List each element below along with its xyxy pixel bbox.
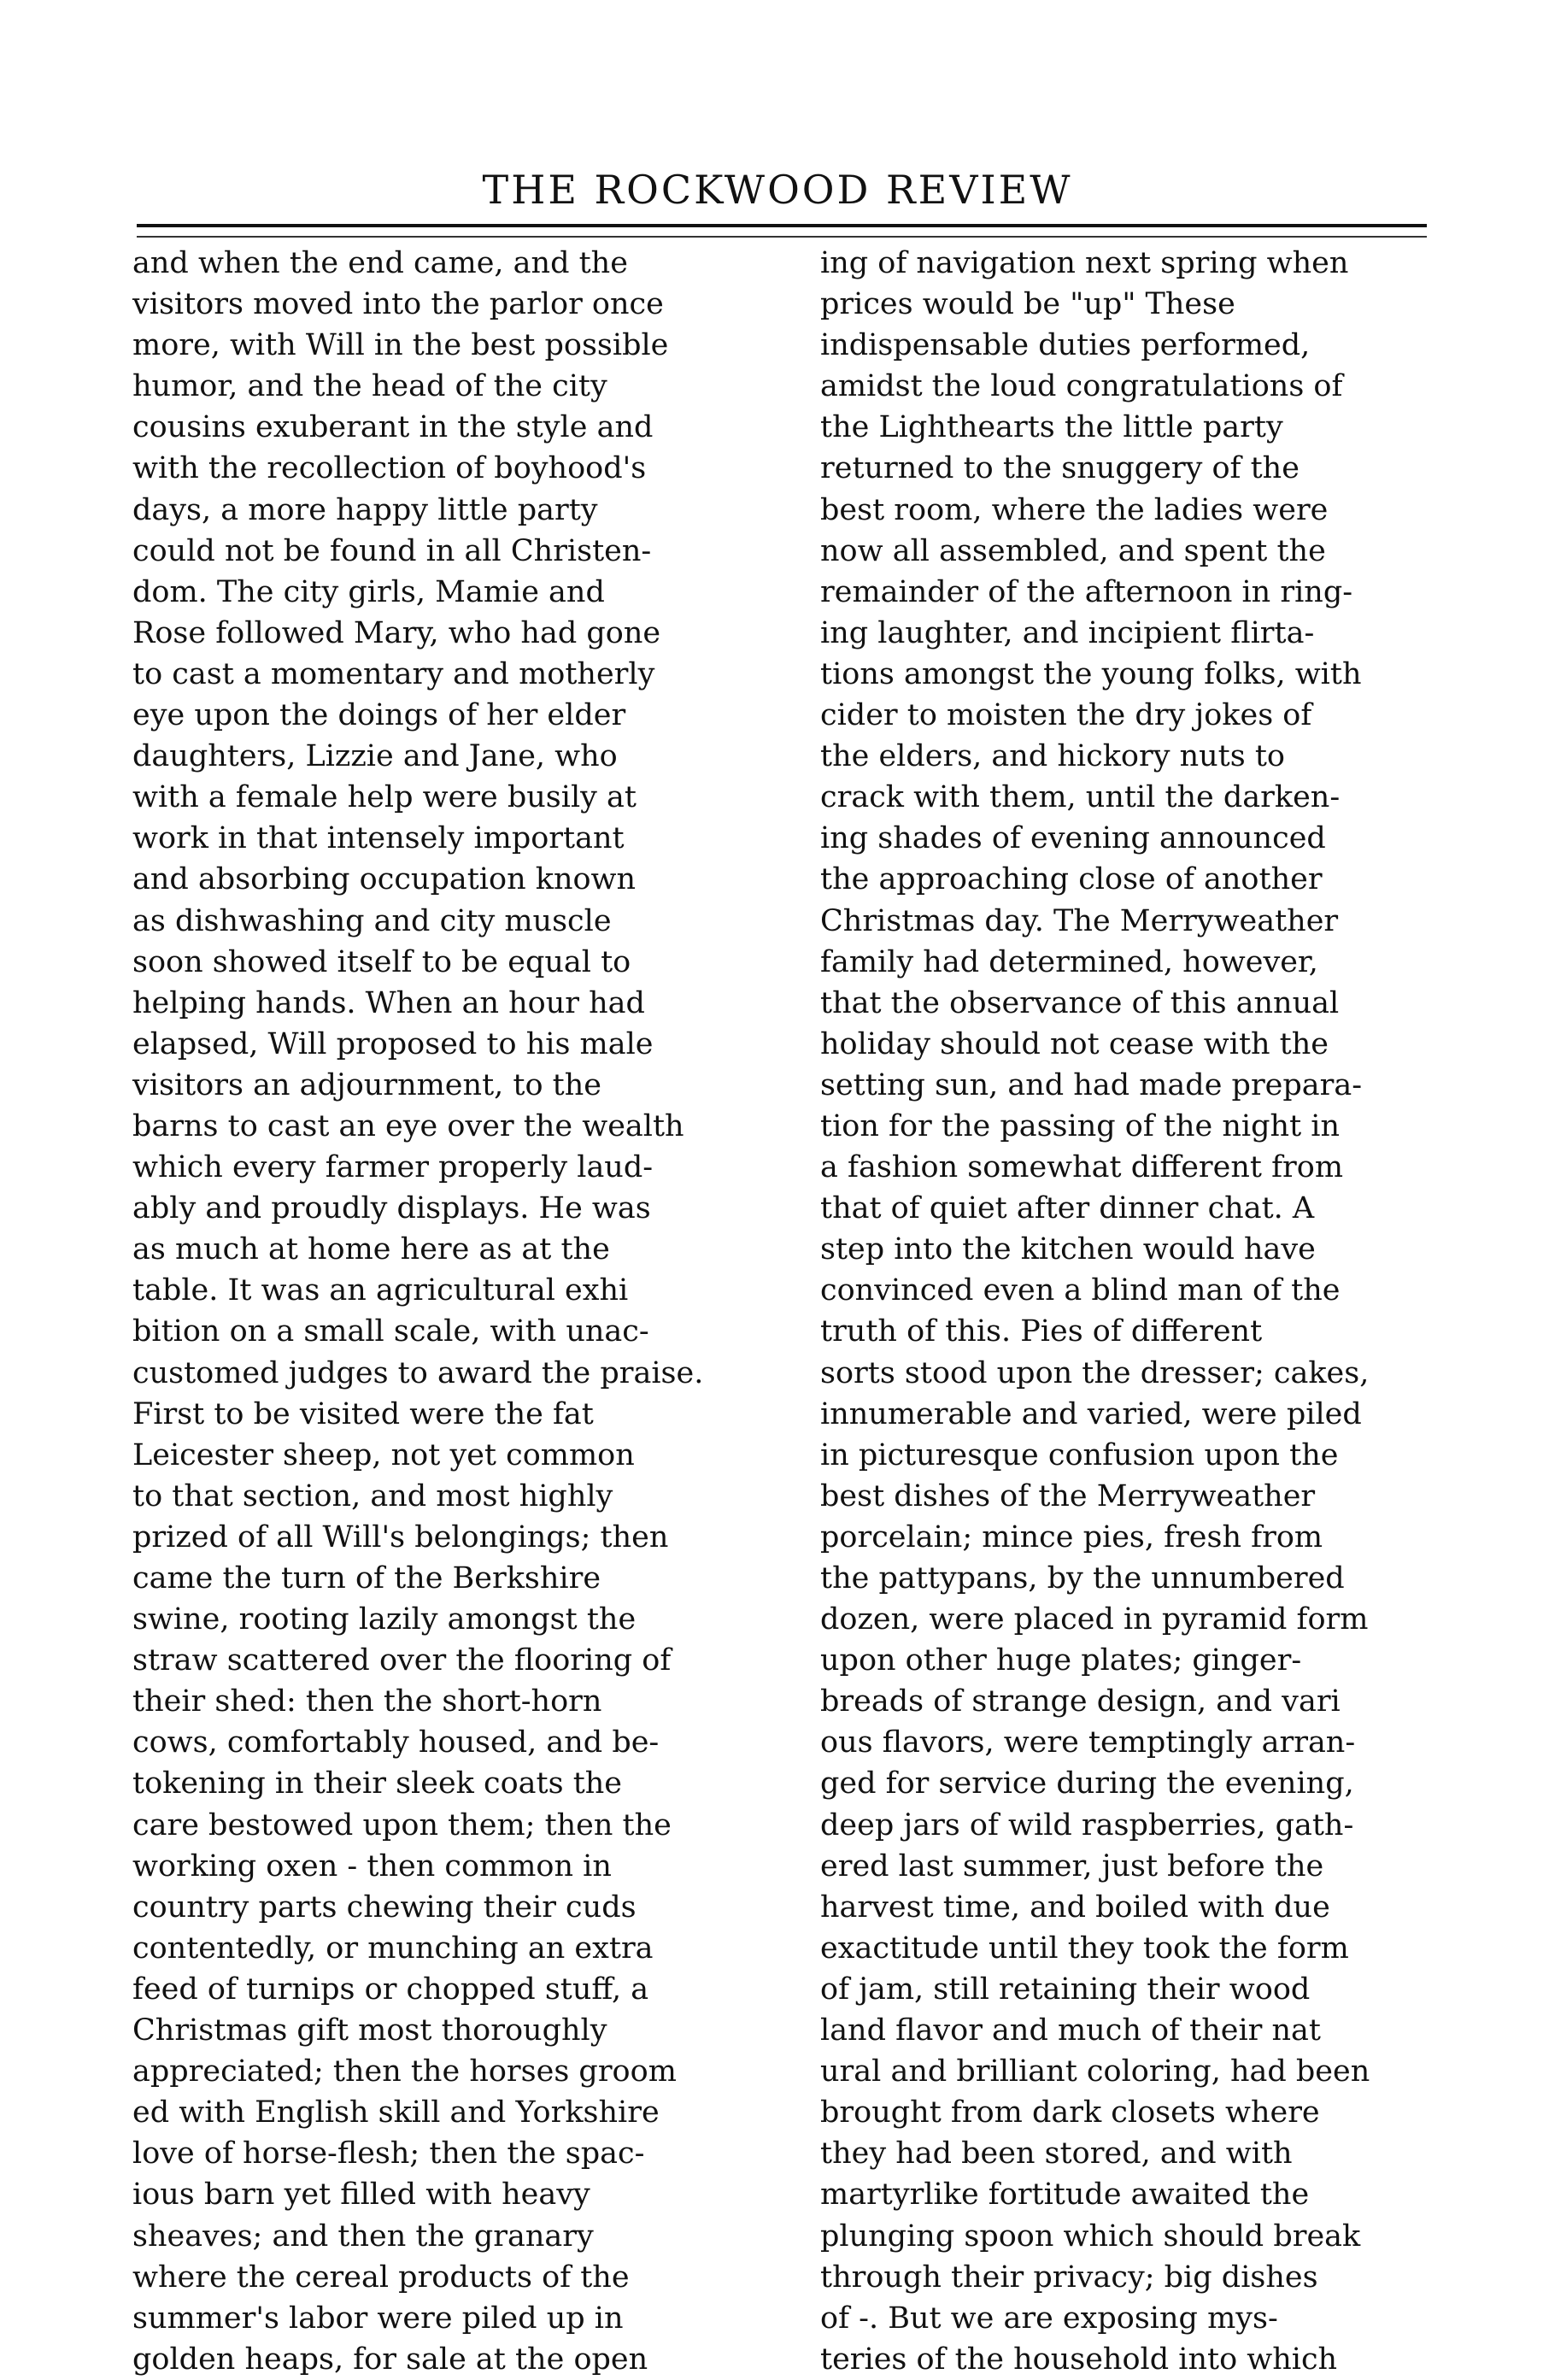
right-column-line: ged for service during the evening,: [820, 1766, 1354, 1801]
left-column-line: love of horse-flesh; then the spac-: [132, 2136, 645, 2171]
right-column-line: holiday should not cease with the: [820, 1026, 1329, 1061]
left-column-line: Leicester sheep, not yet common: [132, 1437, 635, 1472]
right-column-line: harvest time, and boiled with due: [820, 1889, 1330, 1925]
left-column-line: dom. The city girls, Mamie and: [132, 574, 605, 609]
left-column-line: visitors an adjournment, to the: [132, 1067, 601, 1102]
left-column-line: with a female help were busily at: [132, 780, 637, 815]
left-column-line: straw scattered over the flooring of: [132, 1643, 672, 1678]
left-column-line: more, with Will in the best possible: [132, 328, 669, 363]
left-column-line: their shed: then the short-horn: [132, 1684, 602, 1719]
right-column-line: the pattypans, by the unnumbered: [820, 1561, 1345, 1595]
left-column-line: elapsed, Will proposed to his male: [132, 1026, 654, 1061]
left-column-line: customed judges to award the praise.: [132, 1355, 704, 1390]
masthead-title: THE ROCKWOOD REVIEW: [482, 167, 1073, 213]
right-column-line: porcelain; mince pies, fresh from: [820, 1519, 1323, 1554]
right-column-line: family had determined, however,: [820, 944, 1318, 979]
right-column-line: teries of the household into which: [820, 2342, 1338, 2377]
left-column-line: bition on a small scale, with unac-: [132, 1314, 649, 1349]
right-column-line: plunging spoon which should break: [820, 2218, 1361, 2254]
right-column-line: dozen, were placed in pyramid form: [820, 1602, 1369, 1637]
left-column-line: ious barn yet filled with heavy: [132, 2177, 590, 2213]
left-column-line: swine, rooting lazily amongst the: [132, 1602, 637, 1637]
left-column-line: cousins exuberant in the style and: [132, 410, 654, 445]
right-column-line: best dishes of the Merryweather: [820, 1478, 1316, 1513]
right-column-line: ural and brilliant coloring, had been: [820, 2054, 1370, 2089]
left-column-line: summer's labor were piled up in: [132, 2301, 624, 2336]
right-column-line: convinced even a blind man of the: [820, 1273, 1341, 1308]
left-column-line: humor, and the head of the city: [132, 369, 607, 404]
right-column-line: they had been stored, and with: [820, 2136, 1293, 2171]
right-column-line: tions amongst the young folks, with: [820, 656, 1362, 691]
right-column-line: cider to moisten the dry jokes of: [820, 698, 1312, 733]
right-column-line: step into the kitchen would have: [820, 1232, 1316, 1267]
right-column-line: in picturesque confusion upon the: [820, 1437, 1339, 1472]
left-column-line: work in that intensely important: [132, 821, 625, 856]
right-column-line: best room, where the ladies were: [820, 492, 1329, 527]
right-column-line: ing laughter, and incipient flirta-: [820, 615, 1315, 650]
left-column-line: First to be visited were the fat: [132, 1396, 594, 1431]
right-column-line: the elders, and hickory nuts to: [820, 739, 1285, 774]
left-column-line: daughters, Lizzie and Jane, who: [132, 739, 618, 774]
left-column-line: eye upon the doings of her elder: [132, 698, 626, 733]
left-column-line: barns to cast an eye over the wealth: [132, 1108, 684, 1143]
left-column-line: ably and proudly displays. He was: [132, 1191, 651, 1226]
right-column-line: ered last summer, just before the: [820, 1848, 1324, 1883]
left-column-line: Christmas gift most thoroughly: [132, 2013, 607, 2048]
left-column-line: to cast a momentary and motherly: [132, 656, 655, 691]
right-column-line: martyrlike fortitude awaited the: [820, 2177, 1310, 2213]
left-column-line: days, a more happy little party: [132, 492, 598, 527]
right-column-line: the Lighthearts the little party: [820, 410, 1283, 445]
right-column-line: ing shades of evening announced: [820, 821, 1326, 856]
right-column-line: of jam, still retaining their wood: [820, 1972, 1311, 2007]
right-column-line: the approaching close of another: [820, 862, 1323, 897]
right-column-line: truth of this. Pies of different: [820, 1314, 1263, 1349]
left-column-line: soon showed itself to be equal to: [132, 944, 631, 979]
right-column-line: that the observance of this annual: [820, 985, 1340, 1020]
left-column-line: Rose followed Mary, who had gone: [132, 615, 661, 650]
right-column-line: Christmas day. The Merryweather: [820, 903, 1339, 938]
right-column-line: tion for the passing of the night in: [820, 1108, 1340, 1143]
right-column-line: land flavor and much of their nat: [820, 2013, 1321, 2048]
right-column-line: ous flavors, were temptingly arran-: [820, 1725, 1356, 1760]
left-column-line: and absorbing occupation known: [132, 862, 637, 897]
right-column-line: sorts stood upon the dresser; cakes,: [820, 1355, 1370, 1390]
left-column-line: sheaves; and then the granary: [132, 2218, 594, 2254]
left-column: [132, 243, 769, 2377]
left-column-line: could not be found in all Christen-: [132, 533, 652, 568]
left-column-line: feed of turnips or chopped stuff, a: [132, 1972, 649, 2007]
left-column-line: working oxen - then common in: [132, 1848, 612, 1883]
right-column-line: a fashion somewhat different from: [820, 1150, 1344, 1185]
right-column-line: exactitude until they took the form: [820, 1930, 1349, 1966]
left-column-line: visitors moved into the parlor once: [132, 287, 664, 322]
right-column-line: brought from dark closets where: [820, 2095, 1320, 2130]
right-column-line: indispensable duties performed,: [820, 328, 1311, 363]
right-column-line: innumerable and varied, were piled: [820, 1396, 1362, 1431]
right-column: [820, 243, 1457, 2377]
left-column-line: golden heaps, for sale at the open: [132, 2342, 648, 2377]
left-column-line: as dishwashing and city muscle: [132, 903, 612, 938]
left-column-line: where the cereal products of the: [132, 2260, 630, 2295]
left-column-line: ed with English skill and Yorkshire: [132, 2095, 660, 2130]
masthead-rule-thick: [137, 224, 1427, 227]
left-column-line: prized of all Will's belongings; then: [132, 1519, 669, 1554]
right-column-line: through their privacy; big dishes: [820, 2260, 1318, 2295]
left-column-line: cows, comfortably housed, and be-: [132, 1725, 660, 1760]
left-column-line: tokening in their sleek coats the: [132, 1766, 623, 1801]
right-column-line: setting sun, and had made prepara-: [820, 1067, 1363, 1102]
masthead-rule-thin: [137, 236, 1427, 238]
right-column-line: upon other huge plates; ginger-: [820, 1643, 1302, 1678]
right-column-line: deep jars of wild raspberries, gath-: [820, 1807, 1354, 1842]
right-column-line: breads of strange design, and vari: [820, 1684, 1341, 1719]
left-column-line: contentedly, or munching an extra: [132, 1930, 654, 1966]
left-column-line: helping hands. When an hour had: [132, 985, 645, 1020]
left-column-line: as much at home here as at the: [132, 1232, 610, 1267]
left-column-line: to that section, and most highly: [132, 1478, 613, 1513]
right-column-line: remainder of the afternoon in ring-: [820, 574, 1353, 609]
right-column-line: ing of navigation next spring when: [820, 246, 1349, 280]
left-column-line: came the turn of the Berkshire: [132, 1561, 601, 1595]
left-column-line: table. It was an agricultural exhi: [132, 1273, 629, 1308]
right-column-line: amidst the loud congratulations of: [820, 369, 1343, 404]
left-column-line: with the recollection of boyhood's: [132, 451, 647, 486]
right-column-line: crack with them, until the darken-: [820, 780, 1341, 815]
right-column-line: returned to the snuggery of the: [820, 451, 1300, 486]
left-column-line: country parts chewing their cuds: [132, 1889, 637, 1925]
right-column-line: prices would be "up" These: [820, 287, 1235, 322]
left-column-line: appreciated; then the horses groom: [132, 2054, 677, 2089]
right-column-line: that of quiet after dinner chat. A: [820, 1191, 1315, 1226]
left-column-line: which every farmer properly laud-: [132, 1150, 654, 1185]
right-column-line: now all assembled, and spent the: [820, 533, 1326, 568]
left-column-line: care bestowed upon them; then the: [132, 1807, 672, 1842]
left-column-line: and when the end came, and the: [132, 246, 628, 280]
right-column-line: of -. But we are exposing mys-: [820, 2301, 1278, 2336]
